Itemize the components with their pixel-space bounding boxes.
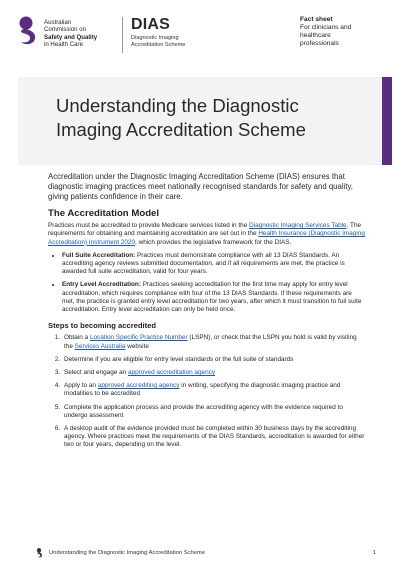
text: Apply to an xyxy=(64,382,98,390)
dias-sub-line: Diagnostic Imaging xyxy=(131,35,179,41)
list-item xyxy=(62,382,366,398)
section-heading-model: The Accreditation Model xyxy=(48,208,160,219)
bullet-text: Practices must demonstrate compliance with all 13 DIAS Standards. An accrediting agency reviews submitted documentation, and if all requirements are met, the practice is awarded full suite accreditation, valid for four years. xyxy=(62,251,345,276)
fact-sheet-label xyxy=(300,16,390,48)
organisation-name xyxy=(44,19,118,48)
header-divider xyxy=(122,17,123,53)
list-item: 6. A desktop audit of the evidence provided must be completed within 30 business days by the accrediting agency. Where practices meet the requirements of the DIAS Standards, accreditation is awarded for either two or four years, depending on the level. xyxy=(62,425,366,450)
page-number: 1 xyxy=(372,550,376,556)
section-heading-steps: Steps to becoming accredited xyxy=(48,321,157,331)
org-line: Commission on xyxy=(44,26,86,34)
text: , which provides the legislative framework for the DIAS. xyxy=(135,238,292,246)
text: . The requirements for obtaining and maintaining accreditation are set out in the xyxy=(48,222,362,238)
main-content xyxy=(48,172,366,455)
banner-accent-bar xyxy=(382,77,392,165)
text: in writing, specifying the diagnostic imaging practice and modalities to be accredited xyxy=(64,382,341,398)
commission-logo-icon xyxy=(18,16,40,46)
list-item xyxy=(62,369,366,377)
page-title: Understanding the Diagnostic Imaging Accreditation Scheme xyxy=(56,95,306,140)
audience-line: professionals xyxy=(300,40,339,47)
accreditation-types-list xyxy=(48,252,366,314)
text: (LSPN), or check that the LSPN you hold is valid by visiting the xyxy=(64,334,357,350)
lspn-link[interactable]: Location Specific Practice Number xyxy=(89,334,188,342)
dias-sub-line: Accreditation Scheme xyxy=(131,41,186,48)
title-banner xyxy=(18,77,392,165)
audience-line: For clinicians and xyxy=(300,24,352,31)
bullet-text: Practices seeking accreditation for the first time may apply for entry level accreditation, which requires compliance with four of the 13 DIAS Standards. If these requirements are met, the practice is granted entry level accreditation for two years, after which it must transition to full suite accreditation. Entry level accreditation can only be held once. xyxy=(62,281,362,314)
dias-logo-subtitle xyxy=(131,35,211,48)
bullet-label: Full Suite Accreditation: xyxy=(62,251,136,259)
org-line: in Health Care xyxy=(44,40,83,48)
commission-logo-icon xyxy=(36,548,44,558)
services-table-link[interactable]: Diagnostic Imaging Services Table xyxy=(249,222,347,230)
list-item xyxy=(62,281,366,314)
model-paragraph xyxy=(48,222,366,247)
footer-title: Understanding the Diagnostic Imaging Accreditation Scheme xyxy=(49,550,205,556)
org-line: Safety and Quality xyxy=(44,33,98,41)
intro-paragraph: Accreditation under the Diagnostic Imaging Accreditation Scheme (DIAS) ensures that diagnostic imaging practices meet nationally recognised standards for safety and quality, giving patients confidence in their care. xyxy=(48,172,353,201)
list-item: 2. Determine if you are eligible for entry level standards or the full suite of standards xyxy=(62,356,366,364)
services-australia-link[interactable]: Services Australia xyxy=(74,342,126,350)
audience-line: healthcare xyxy=(300,32,331,39)
approved-accrediting-agency-link[interactable]: approved accrediting agency xyxy=(97,382,180,390)
text: Select and engage an xyxy=(64,369,128,377)
approved-agency-link[interactable]: approved accreditation agency xyxy=(127,369,216,377)
text: Practices must be accredited to provide Medicare services listed in the xyxy=(48,222,250,230)
page-footer xyxy=(36,548,376,560)
steps-list xyxy=(48,334,366,449)
list-item xyxy=(62,334,366,350)
bullet-label: Entry Level Accreditation: xyxy=(62,281,141,289)
list-item xyxy=(62,252,366,277)
document-header xyxy=(0,0,410,72)
instrument-2020-link[interactable]: Health Insurance (Diagnostic Imaging Accreditation) Instrument 2020 xyxy=(48,230,365,246)
list-item: 5. Complete the application process and provide the accrediting agency with the evidence required to undergo assessment xyxy=(62,404,366,420)
text: Obtain a xyxy=(64,334,90,342)
dias-logo-title: DIAS xyxy=(131,16,171,33)
fact-sheet-title: Fact sheet xyxy=(300,16,333,23)
text: website xyxy=(125,342,149,350)
org-line: Australian xyxy=(44,19,72,26)
